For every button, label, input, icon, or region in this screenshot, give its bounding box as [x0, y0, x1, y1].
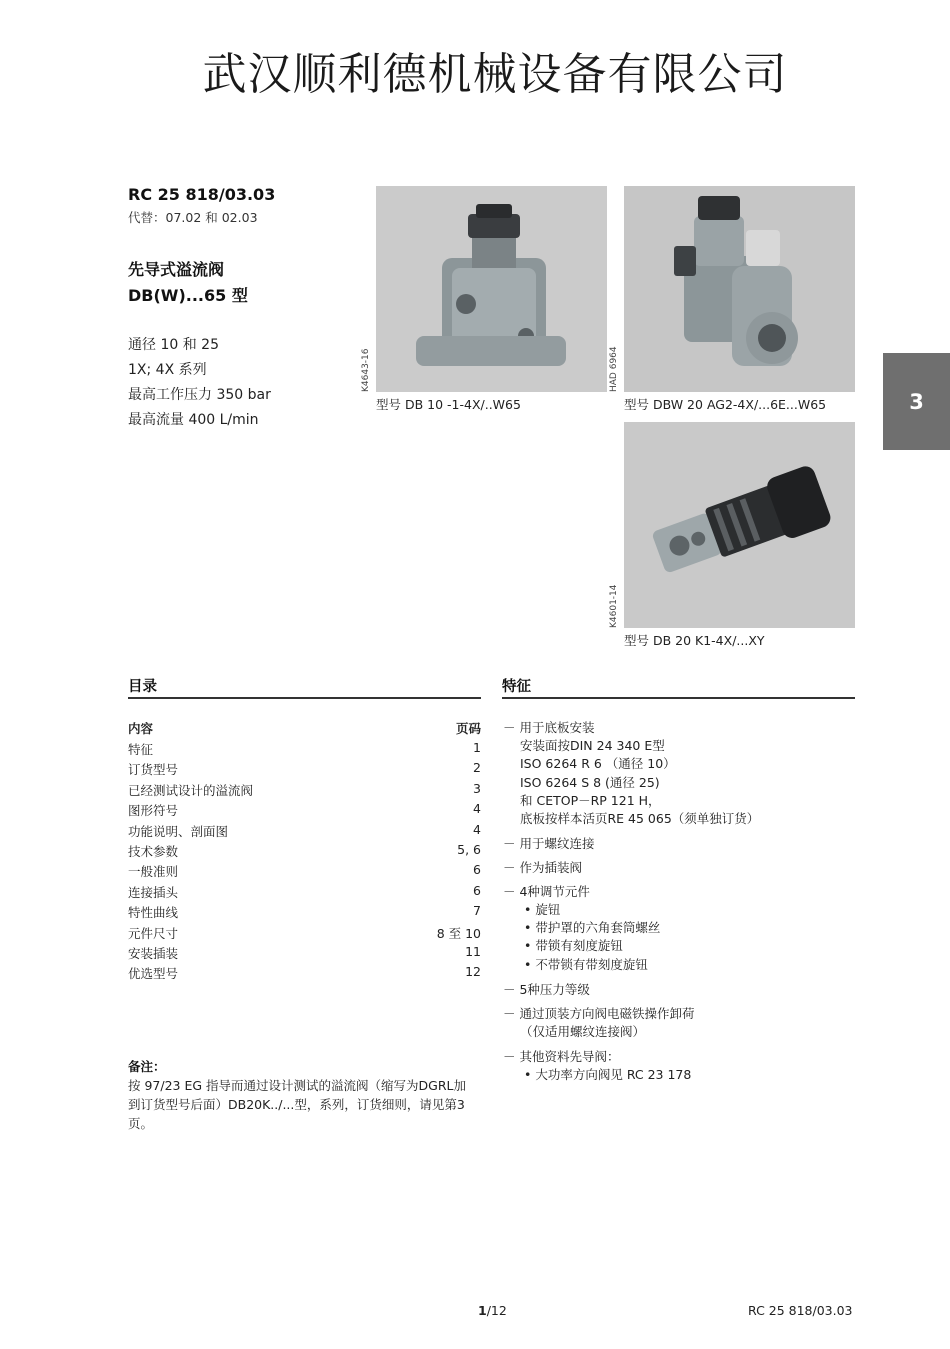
photo-caption-3: 型号 DB 20 K1-4X/...XY — [624, 633, 765, 648]
toc-row — [128, 964, 481, 982]
photo-code-3: K4601-14 — [609, 584, 619, 628]
section-tab: 3 — [883, 353, 950, 450]
feature-item: － 通过顶装方向阀电磁铁操作卸荷 — [503, 1006, 695, 1021]
toc-label: 图形符号 — [128, 803, 179, 818]
toc-label: 连接插头 — [128, 885, 179, 900]
spec-max-flow: 最高流量 400 L/min — [128, 412, 259, 428]
toc-page: 2 — [473, 760, 481, 775]
spec-nominal-size: 通径 10 和 25 — [128, 337, 219, 353]
feature-subline: 安装面按DIN 24 340 E型 — [520, 738, 665, 753]
toc-page: 4 — [473, 822, 481, 837]
toc-row — [128, 740, 481, 758]
toc-page: 12 — [465, 964, 481, 979]
note-line: 到订货型号后面）DB20K../...型，系列，订货细则，请见第3 — [128, 1097, 465, 1112]
toc-label: 一般准则 — [128, 864, 179, 879]
toc-row — [128, 903, 481, 921]
note-line: 页。 — [128, 1116, 154, 1131]
toc-heading: 目录 — [128, 679, 157, 695]
toc-col-page: 页码 — [455, 721, 481, 736]
features-rule — [502, 697, 855, 699]
product-title: 先导式溢流阀 — [128, 260, 225, 279]
toc-page: 3 — [473, 781, 481, 796]
toc-row — [128, 801, 481, 819]
toc-page: 5, 6 — [457, 842, 481, 857]
toc-header-row — [128, 719, 481, 737]
feature-item: － 5种压力等级 — [503, 982, 590, 997]
note-line: 按 97/23 EG 指导而通过设计测试的溢流阀（缩写为DGRL加 — [128, 1078, 466, 1093]
feature-iso-s8: ISO 6264 S 8 (通径 25) — [520, 775, 660, 790]
feature-item: － 作为插装阀 — [503, 860, 582, 875]
product-photo-db20-cartridge — [624, 422, 855, 628]
features-heading: 特征 — [502, 679, 531, 695]
feature-bullet: • 带锁有刻度旋钮 — [524, 938, 623, 953]
feature-item: － 用于底板安装 — [503, 720, 595, 735]
toc-label: 已经测试设计的溢流阀 — [128, 783, 254, 798]
toc-page: 8 至 10 — [436, 926, 481, 941]
photo-caption-1: 型号 DB 10 -1-4X/..W65 — [376, 397, 521, 412]
feature-bullet: • 带护罩的六角套筒螺丝 — [524, 920, 661, 935]
feature-subline: 和 CETOP－RP 121 H， — [520, 793, 661, 808]
toc-row — [128, 924, 481, 942]
toc-label: 技术参数 — [128, 844, 179, 859]
feature-subline: （仅适用螺纹连接阀） — [520, 1024, 646, 1039]
toc-row — [128, 781, 481, 799]
page-number — [478, 1303, 507, 1318]
toc-row — [128, 760, 481, 778]
feature-item: － 其他资料先导阀： — [503, 1049, 620, 1064]
page-current: 1 — [478, 1303, 487, 1318]
toc-page: 6 — [473, 862, 481, 877]
toc-label: 功能说明、剖面图 — [128, 824, 229, 839]
photo-code-2: HAD 6964 — [609, 346, 619, 392]
product-model: DB(W)...65 型 — [128, 286, 248, 305]
toc-label: 特征 — [128, 742, 154, 757]
toc-page: 4 — [473, 801, 481, 816]
toc-label: 订货型号 — [128, 762, 179, 777]
spec-series: 1X; 4X 系列 — [128, 362, 207, 378]
toc-row — [128, 944, 481, 962]
page-total: /12 — [486, 1303, 507, 1318]
toc-page: 1 — [473, 740, 481, 755]
toc-row — [128, 862, 481, 880]
spec-max-pressure: 最高工作压力 350 bar — [128, 387, 271, 403]
toc-row — [128, 883, 481, 901]
photo-code-1: K4643-16 — [361, 348, 371, 392]
toc-label: 优选型号 — [128, 966, 179, 981]
toc-page: 11 — [465, 944, 481, 959]
note-title: 备注： — [128, 1059, 166, 1074]
toc-page: 6 — [473, 883, 481, 898]
photo-caption-2: 型号 DBW 20 AG2-4X/...6E...W65 — [624, 397, 827, 412]
product-photo-db10 — [376, 186, 607, 392]
toc-col-content: 内容 — [128, 721, 154, 736]
toc-row — [128, 822, 481, 840]
toc-label: 特性曲线 — [128, 905, 179, 920]
product-photo-dbw20 — [624, 186, 855, 392]
company-name: 武汉顺利德机械设备有限公司 — [202, 49, 788, 100]
replaces-note: 代替：07.02 和 02.03 — [128, 210, 258, 225]
footer-doc-code: RC 25 818/03.03 — [748, 1303, 853, 1318]
feature-bullet: • 不带锁有带刻度旋钮 — [524, 957, 648, 972]
feature-bullet: • 旋钮 — [524, 902, 561, 917]
feature-iso-r6: ISO 6264 R 6 （通径 10） — [520, 756, 676, 771]
feature-item: － 4种调节元件 — [503, 884, 590, 899]
toc-rule — [128, 697, 481, 699]
toc-row — [128, 842, 481, 860]
feature-bullet: • 大功率方向阀见 RC 23 178 — [524, 1067, 692, 1082]
document-code: RC 25 818/03.03 — [128, 185, 276, 204]
toc-label: 安装插装 — [128, 946, 179, 961]
feature-item: － 用于螺纹连接 — [503, 836, 595, 851]
toc-page: 7 — [473, 903, 481, 918]
toc-label: 元件尺寸 — [128, 926, 179, 941]
feature-subline: 底板按样本活页RE 45 065（须单独订货） — [520, 811, 760, 826]
